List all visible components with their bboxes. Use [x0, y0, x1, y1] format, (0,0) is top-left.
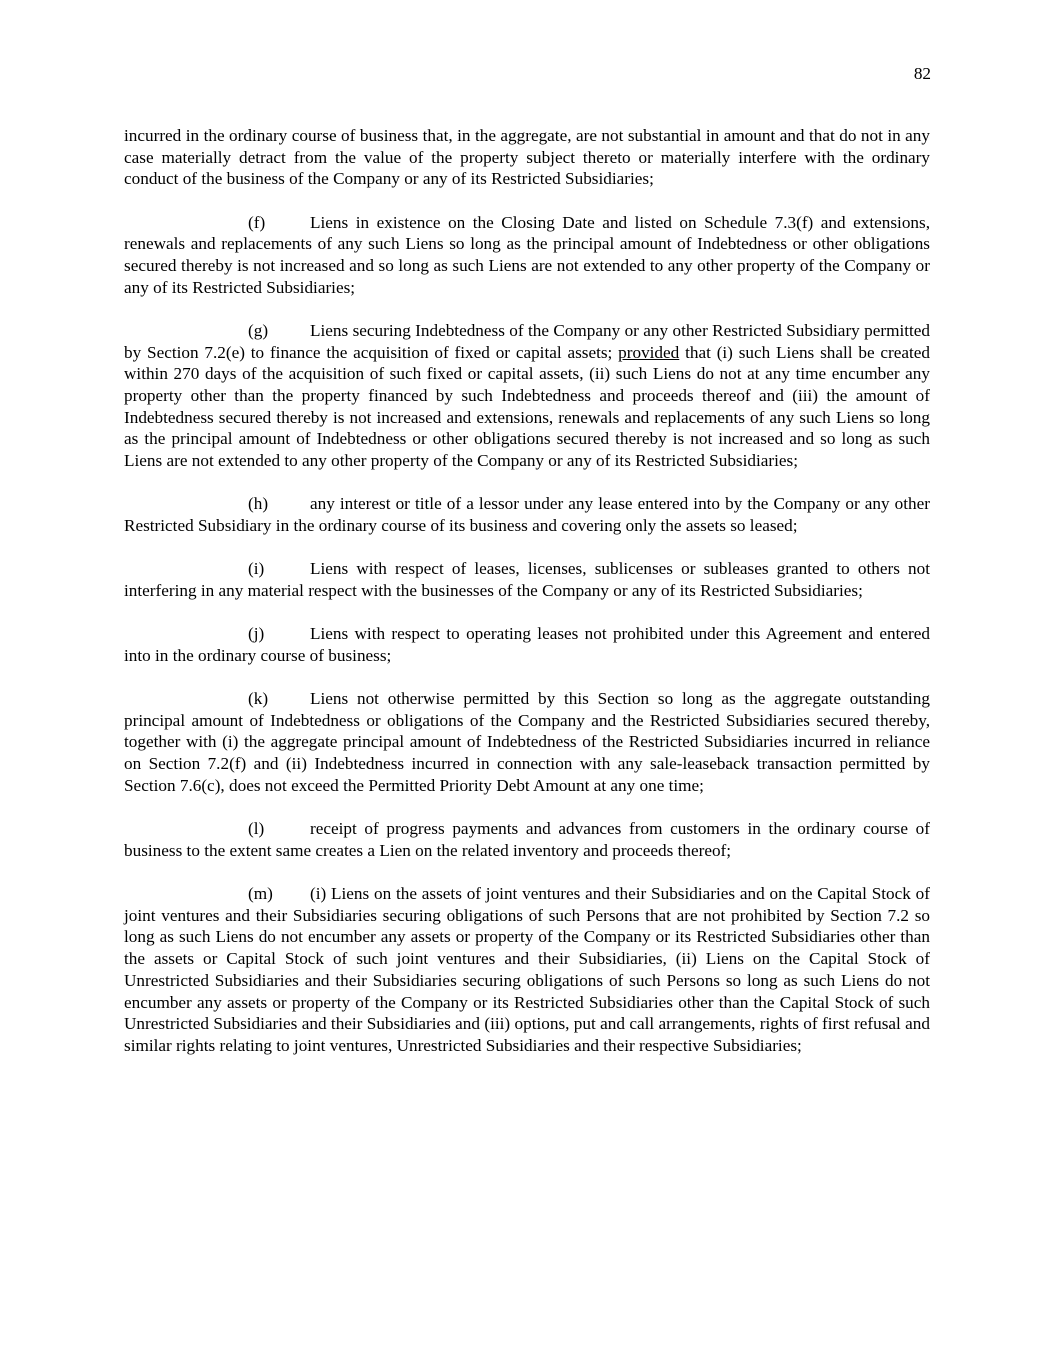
page-number: 82	[913, 64, 931, 83]
clause-l-label: (l)	[248, 819, 265, 839]
clause-i	[124, 558, 930, 601]
clause-l	[124, 818, 930, 861]
clause-k-text: Liens not otherwise permitted by this Section so long as the aggregate outstanding principal amount of Indebtedness or obligations of the Company and the Restricted Subsidiaries secured thereby, together with (i) the aggregate principal amount of Indebtedness of the Restricted Subsidiaries incurred in reliance on Section 7.2(f) and (ii) Indebtedness incurred in connection with any sale-leaseback transaction permitted by Section 7.6(c), does not exceed the Permitted Priority Debt Amount at any one time;	[124, 689, 930, 795]
paragraph-continued-intro	[124, 125, 930, 190]
clause-g-provided-term: provided	[618, 342, 680, 362]
clause-i-label: (i)	[248, 559, 265, 579]
clause-f-text: Liens in existence on the Closing Date and listed on Schedule 7.3(f) and extensions, renewals and replacements of any such Liens so long as the principal amount of Indebtedness or other obligations secured thereby is not increased and so long as such Liens are not extended to any other property of the Company or any of its Restricted Subsidiaries;	[124, 212, 930, 297]
clause-m-text: (i) Liens on the assets of joint ventures and their Subsidiaries and on the Capital Stock of joint ventures and their Subsidiaries securing obligations of such Persons that are not prohibited by Section 7.2 so long as such Liens do not encumber any assets or property of the Company or its Restricted Subsidiaries other than the assets or Capital Stock of such joint ventures and their Subsidiaries, (ii) Liens on the Capital Stock of Unrestricted Subsidiaries and their Subsidiaries securing obligations of such Persons so long as such Liens do not encumber any assets or property of the Company or its Restricted Subsidiaries other than the Capital Stock of such Unrestricted Subsidiaries and their Subsidiaries and (iii) options, put and call arrangements, rights of first refusal and similar rights relating to joint ventures, Unrestricted Subsidiaries and their respective Subsidiaries;	[124, 883, 930, 1055]
clause-f-label: (f)	[248, 212, 266, 232]
document-body	[124, 125, 930, 1078]
clause-f	[124, 212, 930, 299]
clause-k	[124, 688, 930, 797]
clause-i-text: Liens with respect of leases, licenses, sublicenses or subleases granted to others not interfering in any material respect with the businesses of the Company or any of its Restricted Subsidiaries;	[124, 559, 930, 600]
clause-m-label: (m)	[248, 883, 273, 903]
paragraph-intro-text: incurred in the ordinary course of business that, in the aggregate, are not substantial in amount and that do not in any case materially detract from the value of the property subject thereto or materially interfere with the ordinary conduct of the business of the Company or any of its Restricted Subsidiaries;	[124, 126, 930, 189]
clause-g-text-after: that (i) such Liens shall be created within 270 days of the acquisition of such fixed or capital assets, (ii) such Liens do not at any time encumber any property other than the property financed by such Indebtedness and proceeds thereof and (iii) the amount of Indebtedness secured thereby is not increased and extensions, renewals and replacements of any such Liens so long as the principal amount of Indebtedness or other obligations secured thereby is not increased and so long as such Liens are not extended to any other property of the Company or any of its Restricted Subsidiaries;	[124, 342, 930, 471]
clause-g	[124, 320, 930, 472]
clause-h-text: any interest or title of a lessor under any lease entered into by the Company or any other Restricted Subsidiary in the ordinary course of its business and covering only the assets so leased;	[124, 494, 930, 536]
clause-l-text: receipt of progress payments and advances from customers in the ordinary course of business to the extent same creates a Lien on the related inventory and proceeds thereof;	[124, 819, 930, 860]
clause-j-label: (j)	[248, 624, 265, 644]
clause-g-text-before: Liens securing Indebtedness of the Company or any other Restricted Subsidiary permitted by Section 7.2(e) to finance the acquisition of fixed or capital assets;	[124, 320, 930, 362]
clause-g-label: (g)	[248, 320, 269, 340]
clause-m	[124, 883, 930, 1057]
clause-k-label: (k)	[248, 689, 269, 709]
clause-h	[124, 493, 930, 536]
clause-h-label: (h)	[248, 494, 269, 514]
clause-j	[124, 623, 930, 666]
clause-j-text: Liens with respect to operating leases not prohibited under this Agreement and entered into in the ordinary course of business;	[124, 624, 930, 665]
